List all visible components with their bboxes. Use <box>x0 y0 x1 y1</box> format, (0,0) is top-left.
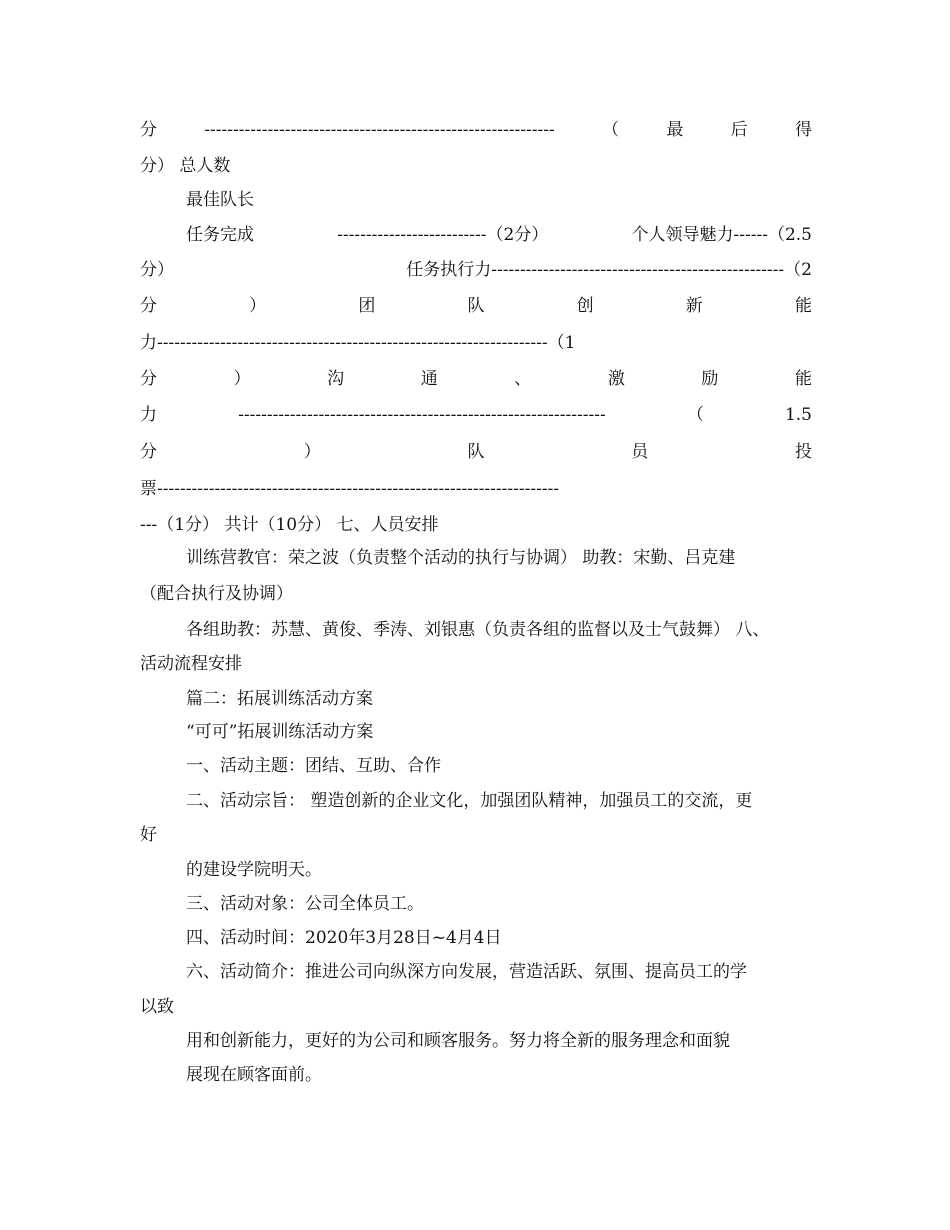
text-line <box>140 259 812 281</box>
text-line <box>140 404 812 426</box>
text-fragment: 任务执行力---------------------------------------------------（2 <box>406 260 812 280</box>
text-fragment: 力 <box>140 405 157 425</box>
text-fragment: 最 <box>666 120 684 140</box>
text-fragment: ---------------------------------------------------------------- <box>238 405 606 425</box>
text-line: 三、活动对象：公司全体员工。 <box>186 894 424 914</box>
text-line <box>140 295 812 317</box>
text-fragment: 通 <box>420 369 438 389</box>
text-line: “可可”拓展训练活动方案 <box>186 722 374 742</box>
text-fragment: 后 <box>730 120 748 140</box>
text-line: 用和创新能力，更好的为公司和顾客服务。努力将全新的服务理念和面貌 <box>186 1031 730 1051</box>
text-fragment: ） <box>233 369 251 389</box>
text-fragment: 新 <box>685 296 703 316</box>
text-line: 一、活动主题：团结、互助、合作 <box>186 756 441 776</box>
text-fragment: 分 <box>140 296 157 316</box>
text-fragment: （ <box>686 405 704 425</box>
text-line <box>140 441 812 463</box>
text-fragment: 分 <box>140 120 157 140</box>
text-line: 票---------------------------------------------------------------------- <box>140 479 560 499</box>
text-line: 最佳队长 <box>186 190 254 210</box>
text-fragment: ------------------------------------------------------------- <box>204 120 555 140</box>
text-line: 篇二：拓展训练活动方案 <box>186 689 373 709</box>
text-line <box>140 119 812 141</box>
text-line: （配合执行及协调） <box>140 584 293 604</box>
text-line: 展现在顾客面前。 <box>186 1065 322 1085</box>
text-line <box>140 332 812 354</box>
text-fragment: 激 <box>607 369 625 389</box>
text-line: 以致 <box>140 997 174 1017</box>
text-fragment: 能 <box>794 369 812 389</box>
text-fragment: 员 <box>631 442 649 462</box>
text-fragment: （ <box>602 120 620 140</box>
text-fragment: ） <box>303 442 321 462</box>
text-fragment: 分 <box>140 442 157 462</box>
text-line: ---（1分） 共计（10分） 七、人员安排 <box>140 515 439 535</box>
text-line: 各组助教：苏慧、黄俊、季涛、刘银惠（负责各组的监督以及士气鼓舞） 八、 <box>186 620 770 640</box>
text-fragment: 队 <box>467 296 485 316</box>
text-fragment: 任务完成 <box>186 225 254 245</box>
text-line: 六、活动简介：推进公司向纵深方向发展，营造活跃、氛围、提高员工的学 <box>186 962 747 982</box>
text-fragment: 力--------------------------------------------------------------------（1 <box>140 333 576 353</box>
text-fragment: 励 <box>701 369 719 389</box>
text-fragment: 队 <box>467 442 485 462</box>
text-line <box>140 368 812 390</box>
text-line: 好 <box>140 825 157 845</box>
text-fragment: 能 <box>794 296 812 316</box>
text-line: 的建设学院明天。 <box>186 860 322 880</box>
text-fragment: ） <box>249 296 267 316</box>
text-fragment: 、 <box>514 369 532 389</box>
text-line: 四、活动时间：2020年3月28日~4月4日 <box>186 928 502 948</box>
text-fragment: 分） <box>140 260 174 280</box>
text-fragment: 个人领导魅力------（2.5 <box>631 225 812 245</box>
text-line: 分） 总人数 <box>140 156 231 176</box>
text-fragment: 沟 <box>327 369 345 389</box>
text-line: 活动流程安排 <box>140 654 242 674</box>
text-fragment: 分 <box>140 369 157 389</box>
text-fragment: 1.5 <box>784 405 812 425</box>
text-line: 二、活动宗旨： 塑造创新的企业文化，加强团队精神，加强员工的交流，更 <box>186 791 753 811</box>
text-fragment: 得 <box>794 120 812 140</box>
text-fragment: 创 <box>576 296 594 316</box>
text-fragment: 投 <box>795 442 812 462</box>
text-fragment: 团 <box>358 296 376 316</box>
text-line <box>186 224 812 246</box>
text-line: 训练营教官：荣之波（负责整个活动的执行与协调） 助教：宋勤、吕克建 <box>186 548 736 568</box>
text-fragment: --------------------------（2分） <box>337 225 549 245</box>
